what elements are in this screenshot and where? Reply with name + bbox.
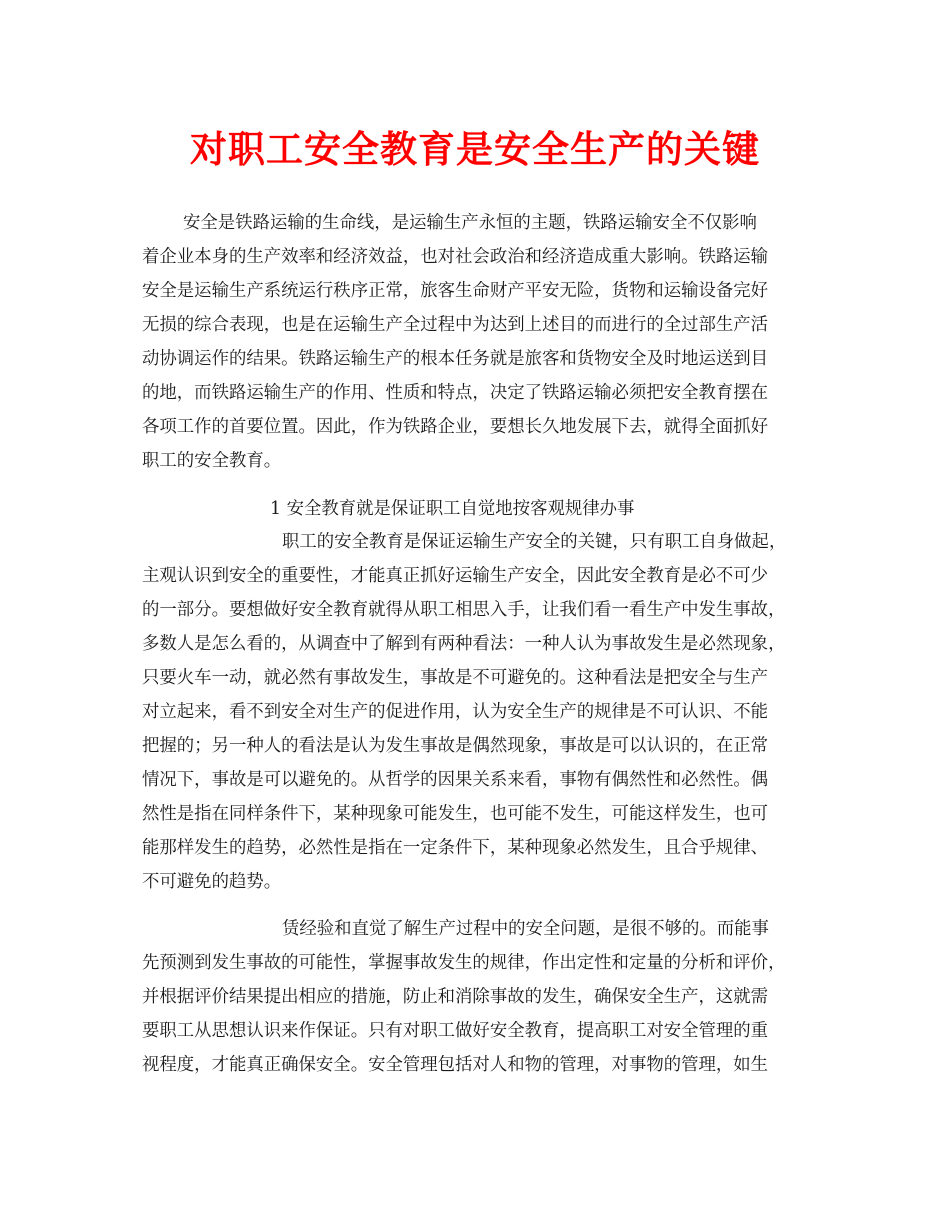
- text-line: 多数人是怎么看的，从调查中了解到有两种看法：一种人认为事故发生是必然现象，: [142, 634, 786, 654]
- text-line: 的地，而铁路运输生产的作用、性质和特点，决定了铁路运输必须把安全教育摆在: [142, 383, 769, 403]
- text-line: 职工的安全教育。: [142, 451, 282, 471]
- text-line: 不可避免的趋势。: [142, 872, 282, 892]
- document-title: 对职工安全教育是安全生产的关键: [190, 127, 760, 171]
- text-line: 对立起来，看不到安全对生产的促进作用，认为安全生产的规律是不可认识、不能: [142, 702, 769, 722]
- text-line: 各项工作的首要位置。因此，作为铁路企业，要想长久地发展下去，就得全面抓好: [142, 417, 769, 437]
- text-line: 安全是运输生产系统运行秩序正常，旅客生命财产平安无险，货物和运输设备完好: [142, 281, 769, 301]
- text-line: 主观认识到安全的重要性，才能真正抓好运输生产安全，因此安全教育是必不可少: [142, 566, 769, 586]
- text-line: 着企业本身的生产效率和经济效益，也对社会政治和经济造成重大影响。铁路运输: [142, 247, 769, 267]
- text-line: 赁经验和直觉了解生产过程中的安全问题，是很不够的。而能事: [282, 919, 769, 939]
- text-line: 然性是指在同样条件下，某种现象可能发生，也可能不发生，可能这样发生，也可: [142, 804, 769, 824]
- text-line: 动协调运作的结果。铁路运输生产的根本任务就是旅客和货物安全及时地运送到目: [142, 349, 769, 369]
- text-line: 只要火车一动，就必然有事故发生，事故是不可避免的。这种看法是把安全与生产: [142, 668, 769, 688]
- text-line: 安全是铁路运输的生命线，是运输生产永恒的主题，铁路运输安全不仅影响: [183, 213, 757, 233]
- text-line: 视程度，才能真正确保安全。安全管理包括对人和物的管理，对事物的管理，如生: [142, 1055, 769, 1075]
- text-line: 情况下，事故是可以避免的。从哲学的因果关系来看，事物有偶然性和必然性。偶: [142, 770, 769, 790]
- text-line: 无损的综合表现，也是在运输生产全过程中为达到上述目的而进行的全过部生产活: [142, 315, 769, 335]
- text-line: 把握的；另一种人的看法是认为发生事故是偶然现象，事故是可以认识的，在正常: [142, 736, 769, 756]
- section-heading: 1 安全教育就是保证职工自觉地按客观规律办事: [270, 499, 635, 519]
- text-line: 的一部分。要想做好安全教育就得从职工相思入手，让我们看一看生产中发生事故，: [142, 600, 786, 620]
- text-line: 能那样发生的趋势，必然性是指在一定条件下，某种现象必然发生，且合乎规律、: [142, 838, 769, 858]
- text-line: 职工的安全教育是保证运输生产安全的关键，只有职工自身做起，: [282, 532, 787, 552]
- text-line: 先预测到发生事故的可能性，掌握事故发生的规律，作出定性和定量的分析和评价，: [142, 953, 786, 973]
- text-line: 要职工从思想认识来作保证。只有对职工做好安全教育，提高职工对安全管理的重: [142, 1021, 769, 1041]
- text-line: 并根据评价结果提出相应的措施，防止和消除事故的发生，确保安全生产，这就需: [142, 987, 769, 1007]
